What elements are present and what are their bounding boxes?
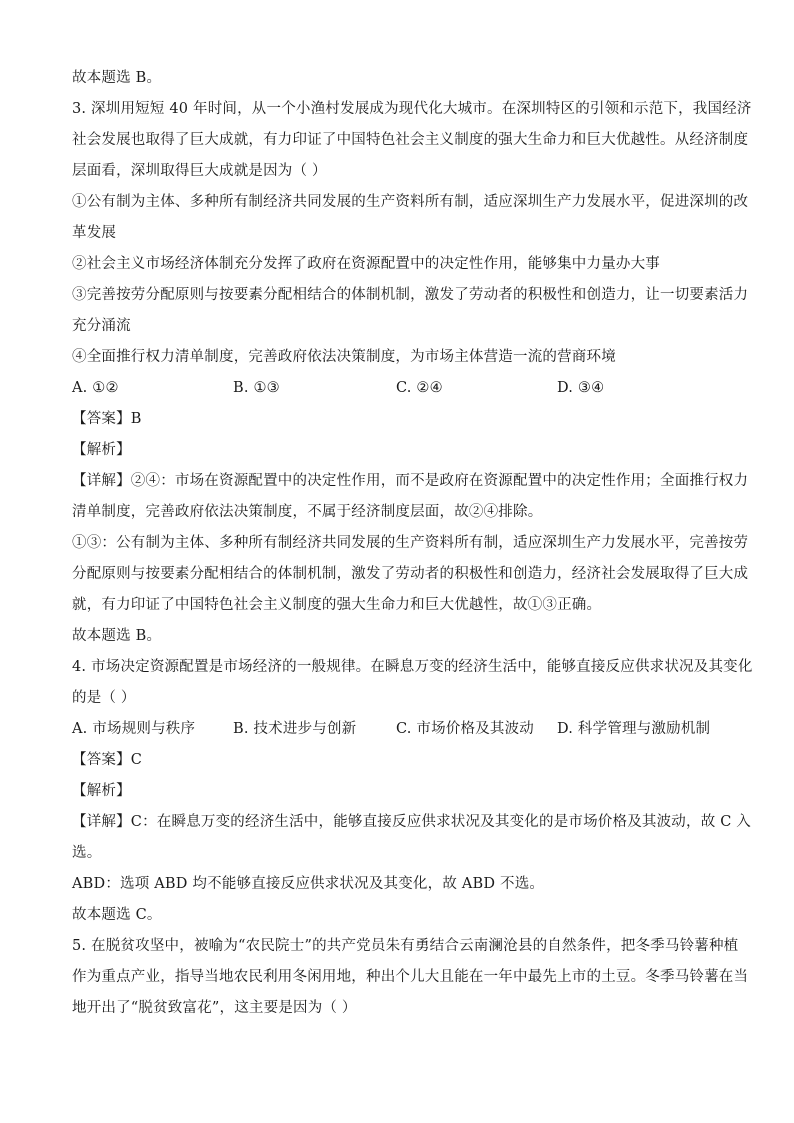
q3-option-a: A. ①② [72, 380, 119, 396]
q4-stem-line-2: 的是（ ） [72, 690, 136, 706]
q3-options [72, 373, 722, 404]
question-5 [72, 931, 749, 1024]
q4-option-b: B. 技术进步与创新 [233, 721, 357, 737]
q3-stem-line-1: 3. 深圳用短短 40 年时间，从一个小渔村发展成为现代化大城市。在深圳特区的引领和示范下，我国经济 [72, 101, 752, 117]
q3-statement-1b: 革发展 [72, 225, 117, 241]
q4-option-d: D. 科学管理与激励机制 [557, 721, 711, 737]
q3-detail-line-4: 分配原则与按要素分配相结合的体制机制，激发了劳动者的积极性和创造力，经济社会发展取得了巨大成 [72, 566, 749, 582]
q5-stem-line-3: 地开出了“脱贫致富花”，这主要是因为（ ） [72, 1000, 357, 1016]
q4-option-c: C. 市场价格及其波动 [396, 721, 534, 737]
q4-stem-line-1: 4. 市场决定资源配置是市场经济的一般规律。在瞬息万变的经济生活中，能够直接反应供求状况及其变化 [72, 659, 753, 675]
q3-analysis-heading: 【解析】 [72, 442, 131, 458]
document-page [72, 63, 753, 1024]
q4-option-a: A. 市场规则与秩序 [72, 721, 196, 737]
q3-statement-3a: ③完善按劳分配原则与按要素分配相结合的体制机制，激发了劳动者的积极性和创造力，让一切要素活力 [72, 287, 749, 303]
q4-detail-line-1: 【详解】C：在瞬息万变的经济生活中，能够直接反应供求状况及其变化的是市场价格及其波动，故 C 入 [72, 814, 752, 830]
q4-analysis-heading: 【解析】 [72, 783, 131, 799]
q4-detail-line-3: ABD：选项 ABD 均不能够直接反应供求状况及其变化，故 ABD 不选。 [72, 876, 545, 892]
q3-stem-line-2: 社会发展也取得了巨大成就，有力印证了中国特色社会主义制度的强大生命力和巨大优越性。从经济制度 [72, 132, 749, 148]
q4-detail-line-2: 选。 [72, 845, 102, 861]
q3-option-d: D. ③④ [557, 380, 605, 396]
q3-option-c: C. ②④ [396, 380, 443, 396]
q3-stem-line-3: 层面看，深圳取得巨大成就是因为（ ） [72, 163, 327, 179]
q3-detail-line-3: ①③：公有制为主体、多种所有制经济共同发展的生产资料所有制，适应深圳生产力发展水平，完善按劳 [72, 535, 749, 551]
q4-options [72, 714, 722, 745]
q3-detail-line-2: 清单制度，完善政府依法决策制度，不属于经济制度层面，故②④排除。 [72, 504, 543, 520]
question-3 [72, 94, 752, 652]
question-4 [72, 652, 753, 931]
q3-statement-3b: 充分涌流 [72, 318, 131, 334]
q3-detail-line-1: 【详解】②④：市场在资源配置中的决定性作用，而不是政府在资源配置中的决定性作用；全面推行权力 [72, 473, 749, 489]
q4-conclusion: 故本题选 C。 [72, 907, 162, 923]
q3-answer: 【答案】B [72, 411, 142, 427]
q3-statement-4: ④全面推行权力清单制度，完善政府依法决策制度，为市场主体营造一流的营商环境 [72, 349, 616, 365]
q3-option-b: B. ①③ [233, 380, 280, 396]
q3-conclusion: 故本题选 B。 [72, 628, 162, 644]
q3-statement-2: ②社会主义市场经济体制充分发挥了政府在资源配置中的决定性作用，能够集中力量办大事 [72, 256, 660, 272]
q5-stem-line-1: 5. 在脱贫攻坚中，被喻为“农民院士”的共产党员朱有勇结合云南澜沧县的自然条件，把冬季马铃薯种植 [72, 938, 739, 954]
q3-detail-line-5: 就，有力印证了中国特色社会主义制度的强大生命力和巨大优越性，故①③正确。 [72, 597, 602, 613]
q3-statement-1a: ①公有制为主体、多种所有制经济共同发展的生产资料所有制，适应深圳生产力发展水平，促进深圳的改 [72, 194, 749, 210]
q5-stem-line-2: 作为重点产业，指导当地农民利用冬闲用地，种出个儿大且能在一年中最先上市的土豆。冬季马铃薯在当 [72, 969, 749, 985]
q4-answer: 【答案】C [72, 752, 143, 768]
previous-answer-conclusion: 故本题选 B。 [72, 70, 162, 86]
